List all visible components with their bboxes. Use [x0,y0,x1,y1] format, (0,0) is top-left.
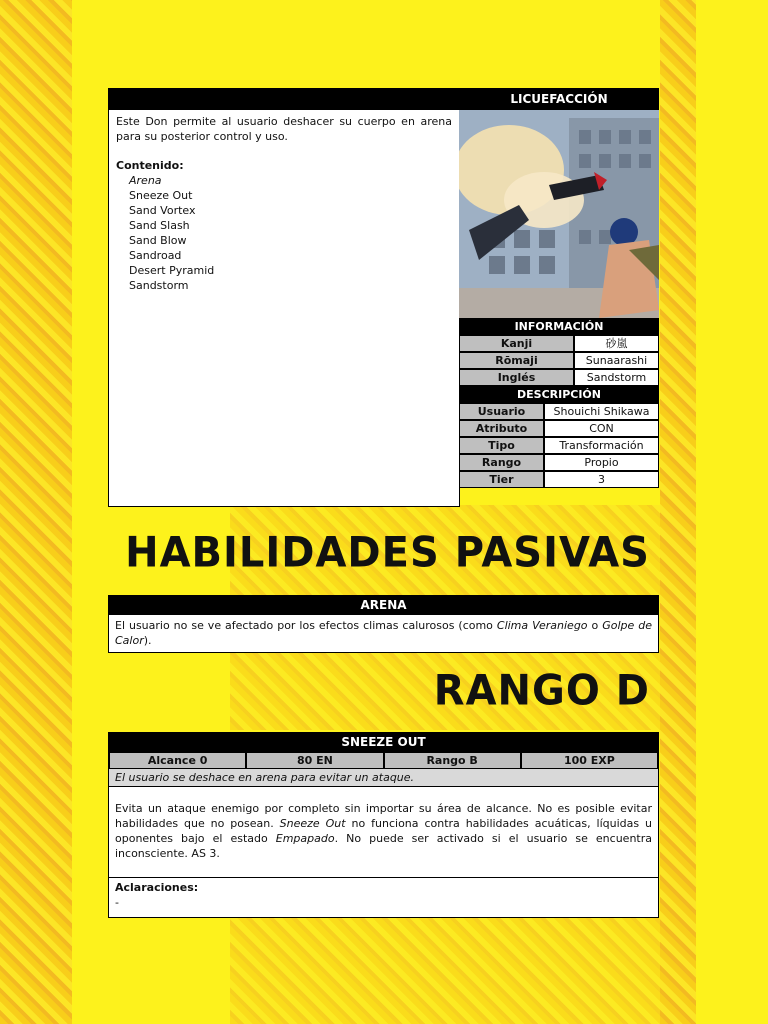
desc-header: DESCRIPCIÓN [459,386,659,403]
skill-body [109,787,658,878]
desc-row-tier [459,471,659,488]
info-table [459,318,659,488]
contents-item: Sneeze Out [129,189,193,202]
arena-text-em: Golpe de Calor [115,619,652,647]
desc-value: Transformación [544,437,659,454]
desc-row-rango [459,454,659,471]
desc-label: Usuario [459,403,544,420]
skill-summary: El usuario se deshace en arena para evitar un ataque. [109,769,658,787]
skill-box-sneeze-out [108,732,659,918]
background-pattern-bottom [230,915,660,1024]
rango-heading: RANGO D [433,666,650,716]
info-label: Rōmaji [459,352,574,369]
desc-value: CON [544,420,659,437]
contents-item: Sandstorm [129,279,189,292]
contents-item: Sand Slash [129,219,190,232]
info-row-ingles [459,369,659,386]
desc-value: Shouichi Shikawa [544,403,659,420]
top-border-bar [108,88,460,110]
don-description: Este Don permite al usuario deshacer su cuerpo en arena para su posterior control y uso. [116,115,452,143]
info-value: Sandstorm [574,369,659,386]
info-row-kanji [459,335,659,352]
desc-value: Propio [544,454,659,471]
desc-value: 3 [544,471,659,488]
info-row-romaji [459,352,659,369]
don-description-panel [108,109,460,507]
info-value: Sunaarashi [574,352,659,369]
don-title-bar [459,88,659,110]
background-pattern-right [660,0,696,1024]
skill-notes [109,878,658,917]
skill-body-em: Empapado [275,832,335,845]
passives-heading: HABILIDADES PASIVAS [125,528,650,578]
desc-row-atributo [459,420,659,437]
skill-notes-label: Aclaraciones: [115,881,199,894]
skill-body-em: Sneeze Out [279,817,346,830]
info-value: 砂嵐 [574,335,659,352]
arena-title: ARENA [109,596,658,615]
info-label: Kanji [459,335,574,352]
arena-text-em: Clima Veraniego [496,619,588,632]
skill-stat-energy: 80 EN [246,752,383,769]
contents-label: Contenido: [116,159,184,172]
arena-text-part: El usuario no se ve afectado por los efectos climas calurosos (como [115,619,497,632]
skill-notes-value: - [115,896,119,909]
arena-passive-box [108,595,659,653]
skill-body-part: no funciona contra habilidades acuáticas, líquidas u oponentes bajo el estado [115,817,652,845]
info-header: INFORMACIÓN [459,318,659,335]
don-title: LICUEFACCIÓN [510,92,608,106]
contents-item: Sand Blow [129,234,187,247]
arena-text-part: o [587,619,603,632]
contents-list [116,173,452,293]
desc-label: Atributo [459,420,544,437]
info-label: Inglés [459,369,574,386]
desc-row-usuario [459,403,659,420]
desc-label: Rango [459,454,544,471]
skill-stat-exp: 100 EXP [521,752,658,769]
skill-body-part: Evita un ataque enemigo por completo sin importar su área de alcance. No es posible evitar habilidades que no posean. [115,802,652,830]
skill-body-part: . No puede ser activado si el usuario se encuentra inconsciente. AS 3. [115,832,652,860]
desc-row-tipo [459,437,659,454]
character-illustration [459,110,659,318]
skill-stat-rango: Rango B [384,752,521,769]
background-pattern-left [0,0,72,1024]
desc-label: Tier [459,471,544,488]
skill-stats-row [109,752,658,769]
skill-stat-alcance: Alcance 0 [109,752,246,769]
desc-label: Tipo [459,437,544,454]
arena-text [109,615,658,652]
contents-item: Desert Pyramid [129,264,215,277]
skill-title: SNEEZE OUT [109,733,658,752]
illustration-svg [459,110,659,318]
contents-item: Sandroad [129,249,182,262]
arena-text-part: ). [143,634,152,647]
contents-item: Arena [129,174,162,187]
contents-item: Sand Vortex [129,204,196,217]
